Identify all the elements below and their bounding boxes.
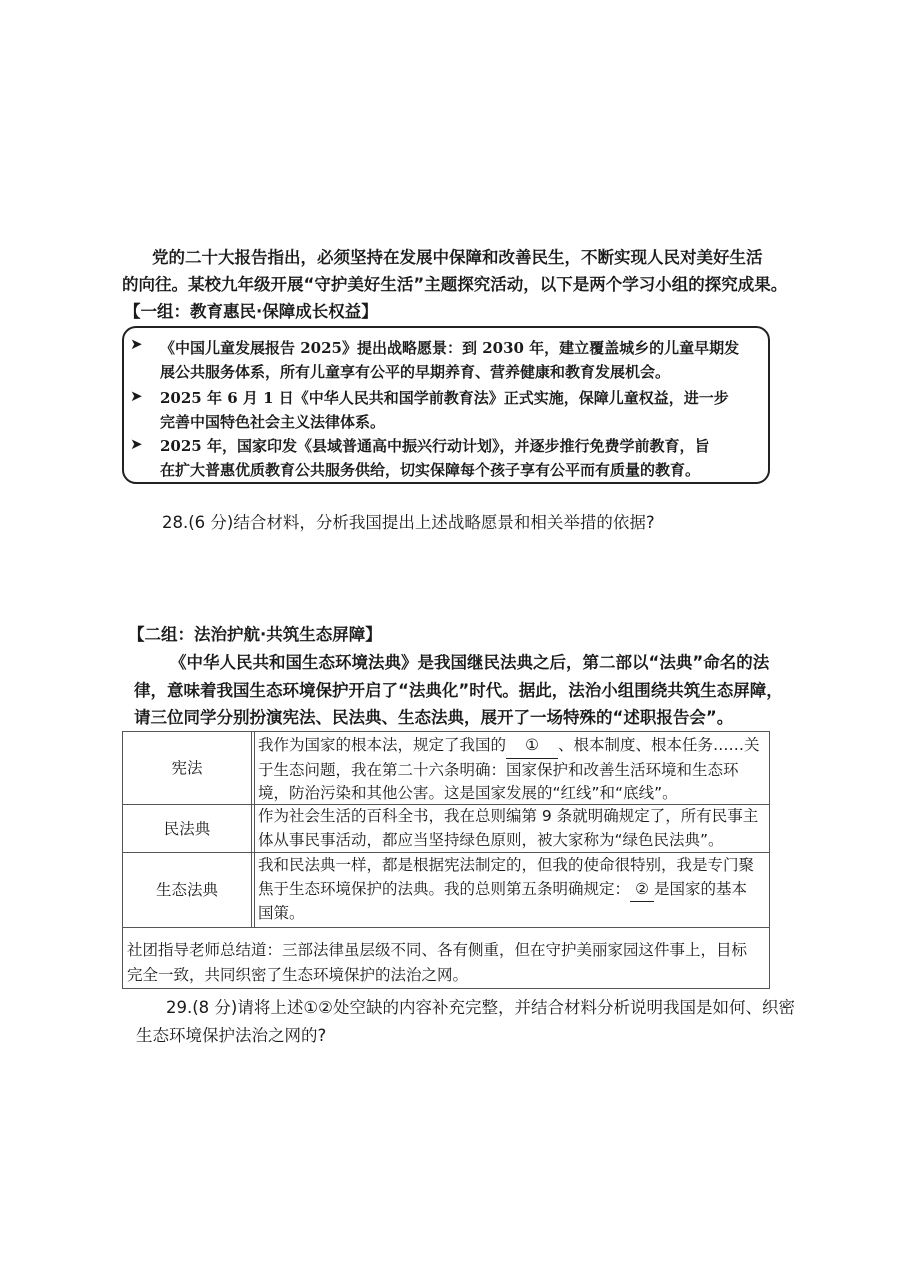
question-28: 28.(6 分)结合材料，分析我国提出上述战略愿景和相关举措的依据? — [162, 513, 655, 532]
intro-line-1: 党的二十大报告指出，必须坚持在发展中保障和改善民生，不断实现人民对美好生活 — [152, 248, 763, 267]
arrow-bullet-icon: ➤ — [130, 435, 143, 453]
group1-heading: 【一组：教育惠民·保障成长权益】 — [124, 302, 378, 321]
question-29-line-2: 生态环境保护法治之网的? — [136, 1026, 327, 1045]
material-item-2-line-1: 2025 年 6 月 1 日《中华人民共和国学前教育法》正式实施，保障儿童权益，进一步 — [160, 389, 729, 407]
intro-line-2: 的向往。某校九年级开展“守护美好生活”主题探究活动，以下是两个学习小组的探究成果。 — [122, 275, 788, 294]
law-report-table — [122, 731, 770, 989]
row-content-eco-code: 我和民法典一样，都是根据宪法制定的，但我的使命很特别，我是专门聚 焦于生态环境保护的法典。我的总则第五条明确规定： ② 是国家的基本 国策。 — [258, 856, 755, 922]
table-row — [123, 852, 769, 928]
group2-paragraph-line-2: 律，意味着我国生态环境保护开启了“法典化”时代。据此，法治小组围绕共筑生态屏障， — [134, 681, 783, 700]
blank-2: ② — [630, 878, 654, 903]
group1-material-box — [122, 326, 770, 484]
material-item-3-line-1: 2025 年，国家印发《县域普通高中振兴行动计划》，并逐步推行免费学前教育，旨 — [160, 437, 710, 455]
row-label-constitution: 宪法 — [171, 759, 203, 777]
material-item-3-line-2: 在扩大普惠优质教育公共服务供给，切实保障每个孩子享有公平而有质量的教育。 — [160, 461, 701, 479]
question-29-line-1: 29.(8 分)请将上述①②处空缺的内容补充完整，并结合材料分析说明我国是如何、织密 — [166, 998, 795, 1017]
row-label-eco-code: 生态法典 — [155, 881, 218, 899]
arrow-bullet-icon: ➤ — [130, 335, 143, 353]
group2-paragraph-line-1: 《中华人民共和国生态环境法典》是我国继民法典之后，第二部以“法典”命名的法 — [170, 653, 770, 672]
teacher-summary: 社团指导老师总结道：三部法律虽层级不同、各有侧重，但在守护美丽家园这件事上，目标 完全一致，共同织密了生态环境保护的法治之网。 — [127, 941, 748, 984]
material-item-2-line-2: 完善中国特色社会主义法律体系。 — [160, 413, 386, 431]
row-content-civil-code: 作为社会生活的百科全书，我在总则编第 9 条就明确规定了，所有民事主 体从事民事活动，都应当坚持绿色原则，被大家称为“绿色民法典”。 — [258, 807, 759, 849]
material-item-1-line-1: 《中国儿童发展报告 2025》提出战略愿景：到 2030 年，建立覆盖城乡的儿童早期发 — [160, 339, 740, 357]
group2-paragraph-line-3: 请三位同学分别扮演宪法、民法典、生态法典，展开了一场特殊的“述职报告会”。 — [134, 708, 734, 727]
group2-heading: 【二组：法治护航·共筑生态屏障】 — [128, 625, 382, 644]
table-row — [123, 804, 769, 853]
table-row — [123, 732, 769, 805]
row-label-civil-code: 民法典 — [163, 820, 211, 838]
material-item-1-line-2: 展公共服务体系，所有儿童享有公平的早期养育、营养健康和教育发展机会。 — [160, 363, 671, 381]
row-content-constitution: 我作为国家的根本法，规定了我国的 ① 、根本制度、根本任务……关 于生态问题，我在第二十六条明确：国家保护和改善生活环境和生态环 境，防治污染和其他公害。这是国家发展的“红线”和“底线”。 — [258, 736, 760, 802]
arrow-bullet-icon: ➤ — [130, 387, 143, 405]
blank-1: ① — [506, 734, 558, 759]
